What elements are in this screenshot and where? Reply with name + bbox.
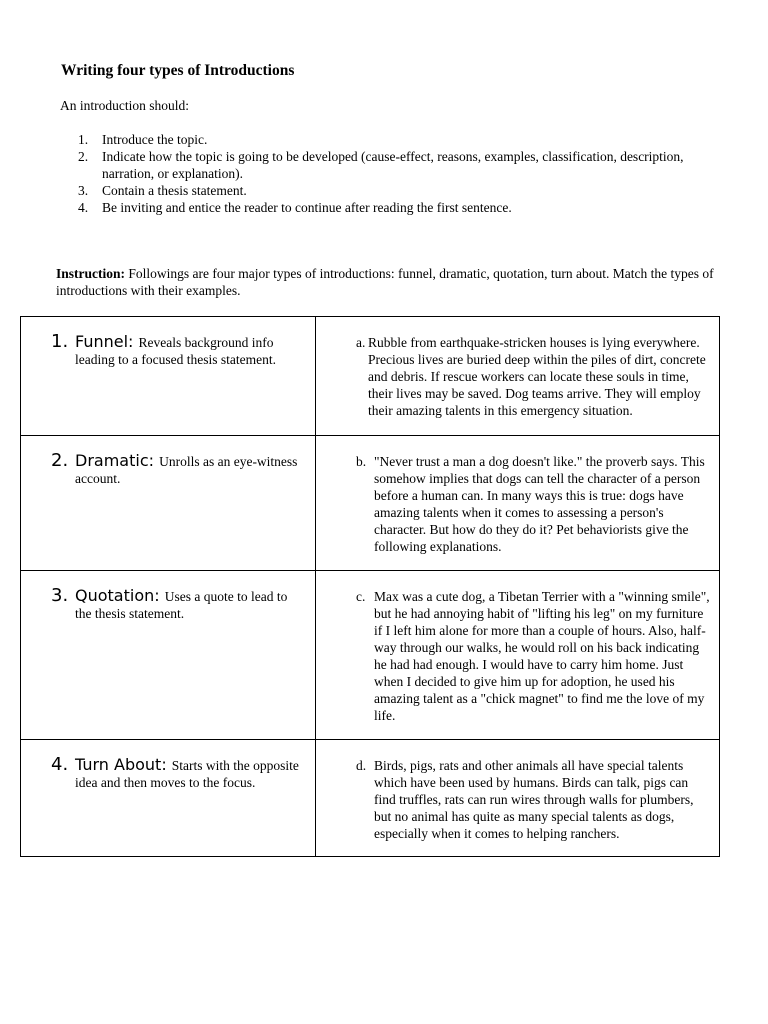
list-item-number: 3. [78,183,89,198]
example-text: Birds, pigs, rats and other animals all have special talents which have been used by humans. Birds can talk, pigs can find truffles, rats can run wires through walls for plumbers, but no animal has quite as many special talents as dogs, especially when it comes to helping ranchers. [374,758,694,841]
page-title: Writing four types of Introductions [61,62,295,79]
table-row [21,436,720,571]
list-item-text: Be inviting and entice the reader to continue after reading the first sentence. [102,200,512,215]
criteria-list [78,131,718,216]
type-name: Quotation [75,586,155,605]
example-cell [316,571,720,740]
example-cell [316,436,720,571]
table-row [21,317,720,436]
list-item [78,182,718,199]
table-row [21,571,720,740]
list-item-text: Contain a thesis statement. [102,183,247,198]
type-colon: : [148,451,160,470]
example-cell [316,317,720,436]
example-letter: b. [356,454,367,469]
table-row [21,740,720,857]
type-number: 1. [51,331,69,352]
list-item-number: 2. [78,149,89,164]
list-item [78,148,718,182]
instruction-label: Instruction: [56,266,126,281]
list-item-text: Indicate how the topic is going to be developed (cause-effect, reasons, examples, classification, description, narration, or explanation). [102,149,684,181]
type-cell [21,317,316,436]
example-letter: c. [356,589,366,604]
type-description: Uses a quote to lead to the thesis statement. [75,589,288,621]
list-item-number: 4. [78,200,89,215]
type-colon: : [128,332,139,351]
type-description: Reveals background info leading to a focused thesis statement. [75,335,276,367]
type-cell [21,436,316,571]
list-item-number: 1. [78,132,89,147]
example-letter: a. [356,335,366,350]
type-description: Unrolls as an eye-witness account. [75,454,298,486]
type-colon: : [154,586,165,605]
instruction-paragraph [56,265,746,299]
example-text: Max was a cute dog, a Tibetan Terrier with a "winning smile", but he had annoying habit of "lifting his leg" on my furniture if I left him alone for more than a couple of hours. Also, half-way through our walks, he would roll on his back indicating he had had enough. I would have to carry him home. Just when I decided to give him up for adoption, he used his amazing talent as a "chick magnet" to find me the love of my life. [374,589,710,723]
example-text: "Never trust a man a dog doesn't like." the proverb says. This somehow implies that dogs can tell the character of a person before a human can. In many ways this is true: dogs have amazing talents when it comes to assessing a person's character. But how do they do it? Pet behaviorists give the following explanations. [374,454,705,554]
type-cell [21,571,316,740]
example-cell [316,740,720,857]
type-cell [21,740,316,857]
matching-table [20,316,720,857]
list-item [78,199,718,216]
type-number: 2. [51,450,69,471]
type-description: Starts with the opposite idea and then moves to the focus. [75,758,299,790]
example-text: Rubble from earthquake-stricken houses is lying everywhere. Precious lives are buried deep within the piles of dirt, concrete and debris. If rescue workers can locate these souls in time, their lives may be saved. Dog teams arrive. They will employ their amazing talents in this emergency situation. [368,335,706,418]
list-item [78,131,718,148]
intro-lead-text: An introduction should: [60,98,189,113]
example-letter: d. [356,758,367,773]
instruction-text: Followings are four major types of introductions: funnel, dramatic, quotation, turn about. Match the types of introductions with their examples. [56,266,714,298]
type-name: Dramatic [75,451,149,470]
type-number: 3. [51,585,69,606]
type-name: Funnel [75,332,129,351]
type-name: Turn About [75,755,162,774]
type-number: 4. [51,754,69,775]
list-item-text: Introduce the topic. [102,132,208,147]
type-colon: : [161,755,172,774]
